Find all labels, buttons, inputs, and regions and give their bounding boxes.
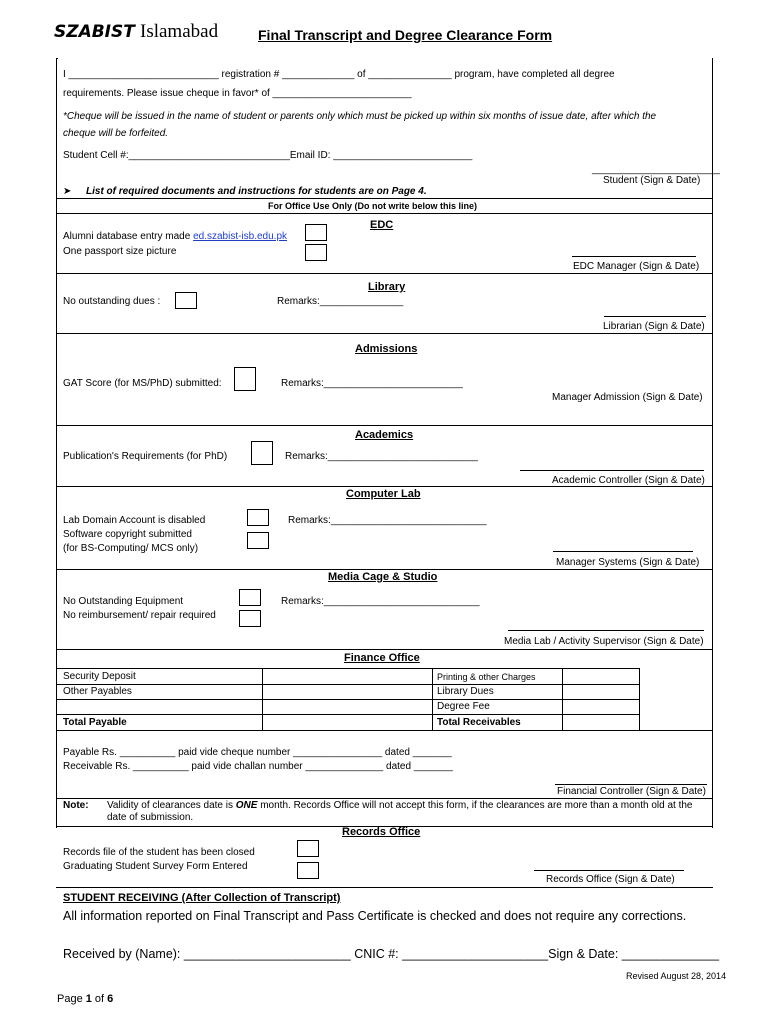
received-by-line[interactable]: Received by (Name): ________________________ CNIC #: _____________________Sign & Date: ______________	[63, 947, 720, 961]
records-sign-label: Records Office (Sign & Date)	[546, 874, 675, 885]
library-heading: Library	[368, 281, 406, 293]
page-current: 1	[85, 993, 92, 1005]
divider	[56, 198, 713, 199]
divider	[56, 798, 713, 799]
edc-sign-line	[572, 256, 696, 257]
office-use-label: For Office Use Only (Do not write below this line)	[268, 201, 478, 211]
admissions-sign-label: Manager Admission (Sign & Date)	[552, 392, 703, 403]
receiving-heading: STUDENT RECEIVING (After Collection of Transcript)	[63, 892, 341, 904]
library-sign-line	[604, 316, 706, 317]
payable-line: Payable Rs. __________ paid vide cheque number ________________ dated _______	[63, 747, 452, 758]
finance-right-2: Library Dues	[437, 686, 494, 697]
note-text-a: Validity of clearances date is	[107, 800, 236, 811]
divider	[56, 213, 713, 214]
academics-sign-line	[520, 470, 704, 471]
finance-table-bottom	[56, 730, 713, 731]
finance-sign-label: Financial Controller (Sign & Date)	[557, 786, 706, 797]
student-contact: Student Cell #:_____________________________Email ID: _________________________	[63, 150, 473, 161]
records-item-1: Records file of the student has been closed	[63, 847, 255, 858]
divider	[56, 887, 713, 888]
revised-date: Revised August 28, 2014	[626, 971, 727, 981]
student-line-1: I ___________________________ registration # _____________ of _______________ program, have completed all degree	[63, 69, 615, 80]
computer-lab-sign-label: Manager Systems (Sign & Date)	[556, 557, 700, 568]
page-title: Final Transcript and Degree Clearance Form	[258, 27, 553, 43]
media-checkbox-1[interactable]	[239, 589, 261, 606]
admissions-item-1: GAT Score (for MS/PhD) submitted:	[63, 378, 222, 389]
divider	[56, 333, 713, 334]
media-remarks[interactable]: Remarks:____________________________	[281, 596, 480, 607]
divider	[56, 649, 713, 650]
academics-item-1: Publication's Requirements (for PhD)	[63, 451, 228, 462]
admissions-checkbox[interactable]	[234, 367, 256, 391]
library-item-1: No outstanding dues :	[63, 296, 161, 307]
media-heading: Media Cage & Studio	[328, 571, 438, 583]
edc-checkbox-1[interactable]	[305, 224, 327, 241]
records-heading: Records Office	[342, 826, 421, 838]
computer-lab-item-3: (for BS-Computing/ MCS only)	[63, 543, 199, 554]
logo-brand: SZABIST	[54, 22, 135, 42]
divider	[56, 425, 713, 426]
cheque-note-2: cheque will be forfeited.	[63, 128, 169, 139]
edc-email-link[interactable]: ed.szabist-isb.edu.pk	[193, 231, 288, 242]
frame-tick	[56, 58, 58, 59]
computer-lab-remarks[interactable]: Remarks:____________________________	[288, 515, 487, 526]
library-remarks[interactable]: Remarks:_______________	[277, 296, 404, 307]
page-total: 6	[107, 993, 114, 1005]
records-sign-line	[534, 870, 684, 871]
edc-heading: EDC	[370, 219, 394, 231]
library-sign-label: Librarian (Sign & Date)	[603, 321, 705, 332]
computer-lab-checkbox-1[interactable]	[247, 509, 269, 526]
computer-lab-checkbox-2[interactable]	[247, 532, 269, 549]
computer-lab-item-2: Software copyright submitted	[63, 529, 192, 540]
divider	[56, 486, 713, 487]
records-checkbox-1[interactable]	[297, 840, 319, 857]
note-text-d: date of submission.	[107, 812, 194, 823]
note-label: Note:	[63, 800, 89, 811]
page-label: Page	[57, 993, 86, 1005]
total-receivables-label: Total Receivables	[437, 717, 521, 728]
records-checkbox-2[interactable]	[297, 862, 319, 879]
finance-row-line	[56, 684, 640, 685]
academics-checkbox[interactable]	[251, 441, 273, 465]
edc-item-1-text: Alumni database entry made	[63, 231, 191, 242]
computer-lab-heading: Computer Lab	[346, 488, 421, 500]
receiving-statement: All information reported on Final Transcript and Pass Certificate is checked and does not require any corrections.	[63, 909, 687, 923]
finance-row-line	[56, 699, 640, 700]
edc-item-1	[63, 231, 287, 242]
finance-row-line	[56, 714, 640, 715]
page-number	[57, 993, 113, 1005]
media-sign-label: Media Lab / Activity Supervisor (Sign & Date)	[504, 636, 704, 647]
page-of: of	[91, 993, 108, 1005]
media-checkbox-2[interactable]	[239, 610, 261, 627]
finance-table-top	[56, 668, 640, 669]
finance-left-2: Other Payables	[63, 686, 132, 697]
edc-sign-label: EDC Manager (Sign & Date)	[573, 261, 700, 272]
media-item-1: No Outstanding Equipment	[63, 596, 184, 607]
note-text-b: ONE	[235, 800, 258, 811]
finance-right-1: Printing & other Charges	[437, 672, 536, 682]
finance-left-1: Security Deposit	[63, 671, 136, 682]
student-sign-line: _______________________	[592, 164, 720, 175]
student-line-2: requirements. Please issue cheque in favor* of _________________________	[63, 88, 412, 99]
records-item-2: Graduating Student Survey Form Entered	[63, 861, 248, 872]
logo-city: Islamabad	[140, 21, 219, 42]
receivable-line: Receivable Rs. __________ paid vide challan number ______________ dated _______	[63, 761, 453, 772]
finance-heading: Finance Office	[344, 652, 420, 664]
frame-left	[56, 58, 57, 828]
finance-right-3: Degree Fee	[437, 701, 490, 712]
academics-sign-label: Academic Controller (Sign & Date)	[552, 475, 705, 486]
edc-checkbox-2[interactable]	[305, 244, 327, 261]
admissions-heading: Admissions	[355, 343, 418, 355]
academics-heading: Academics	[355, 429, 414, 441]
note-text	[107, 800, 692, 811]
note-text-c: month. Records Office will not accept this form, if the clearances are more than a month old at the	[257, 800, 693, 811]
library-checkbox[interactable]	[175, 292, 197, 309]
finance-sign-line	[555, 784, 707, 785]
total-payable-label: Total Payable	[63, 717, 127, 728]
cheque-note: *Cheque will be issued in the name of student or parents only which must be picked up within six months of issue date, after which the	[63, 111, 657, 122]
instructions-note: List of required documents and instructions for students are on Page 4.	[86, 186, 427, 197]
media-sign-line	[508, 630, 704, 631]
academics-remarks[interactable]: Remarks:___________________________	[285, 451, 478, 462]
admissions-remarks[interactable]: Remarks:_________________________	[281, 378, 463, 389]
student-sign-label: Student (Sign & Date)	[603, 175, 701, 186]
computer-lab-sign-line	[553, 551, 693, 552]
divider	[56, 569, 713, 570]
divider	[56, 273, 713, 274]
media-item-2: No reimbursement/ repair required	[63, 610, 216, 621]
edc-item-2: One passport size picture	[63, 246, 177, 257]
bullet-icon: ➤	[63, 186, 72, 197]
computer-lab-item-1: Lab Domain Account is disabled	[63, 515, 206, 526]
